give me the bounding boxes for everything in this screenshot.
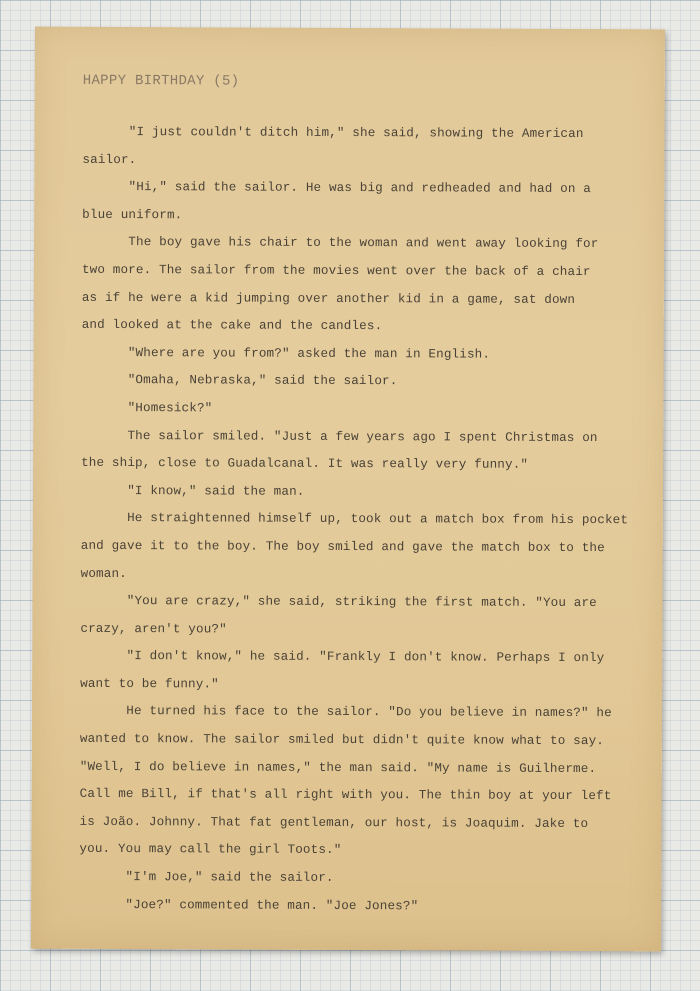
text-line: blue uniform. [82, 207, 183, 223]
text-line: Call me Bill, if that's all right with you. The thin boy at your left [79, 787, 612, 804]
text-line: "Omaha, Nebraska," said the sailor. [81, 373, 398, 389]
text-line: "Hi," said the sailor. He was big and redheaded and had on a [82, 180, 592, 197]
body-text [79, 119, 652, 922]
text-line: and looked at the cake and the candles. [81, 317, 383, 334]
text-line: woman. [80, 566, 127, 581]
text-line: "I know," said the man. [80, 483, 305, 499]
typewritten-page [31, 27, 665, 952]
text-line: you. You may call the girl Toots." [79, 842, 342, 858]
text-line: "Where are you from?" asked the man in English. [81, 345, 491, 362]
text-line: sailor. [82, 152, 137, 167]
text-line: "Well, I do believe in names," the man said. "My name is Guilherme. [79, 759, 597, 776]
text-line: want to be funny." [80, 676, 219, 692]
text-line: crazy, aren't you?" [80, 621, 227, 637]
page-header: HAPPY BIRTHDAY (5) [82, 72, 240, 90]
text-line: the ship, close to Guadalcanal. It was really very funny." [81, 455, 529, 472]
text-line: as if he were a kid jumping over another kid in a game, sat down [81, 290, 576, 307]
text-line: wanted to know. The sailor smiled but didn't quite know what to say. [79, 731, 605, 749]
text-line: "I don't know," he said. "Frankly I don't know. Perhaps I only [80, 649, 605, 666]
text-line: "Homesick?" [81, 400, 213, 416]
text-line: "Joe?" commented the man. "Joe Jones?" [79, 897, 419, 913]
text-line: He straightenned himself up, took out a match box from his pocket [80, 511, 629, 528]
text-line: "I'm Joe," said the sailor. [79, 869, 334, 885]
text-line: "You are crazy," she said, striking the first match. "You are [80, 593, 597, 611]
text-line: The boy gave his chair to the woman and went away looking for [82, 235, 599, 252]
text-line: and gave it to the boy. The boy smiled and gave the match box to the [80, 538, 605, 556]
text-line: The sailor smiled. "Just a few years ago I spent Christmas on [81, 428, 598, 445]
text-line: is João. Johnny. That fat gentleman, our host, is Joaquim. Jake to [79, 814, 589, 831]
text-line: "I just couldn't ditch him," she said, showing the American [82, 124, 584, 142]
text-line: He turned his face to the sailor. "Do you believe in names?" he [79, 704, 612, 721]
text-line: two more. The sailor from the movies went over the back of a chair [81, 262, 591, 280]
